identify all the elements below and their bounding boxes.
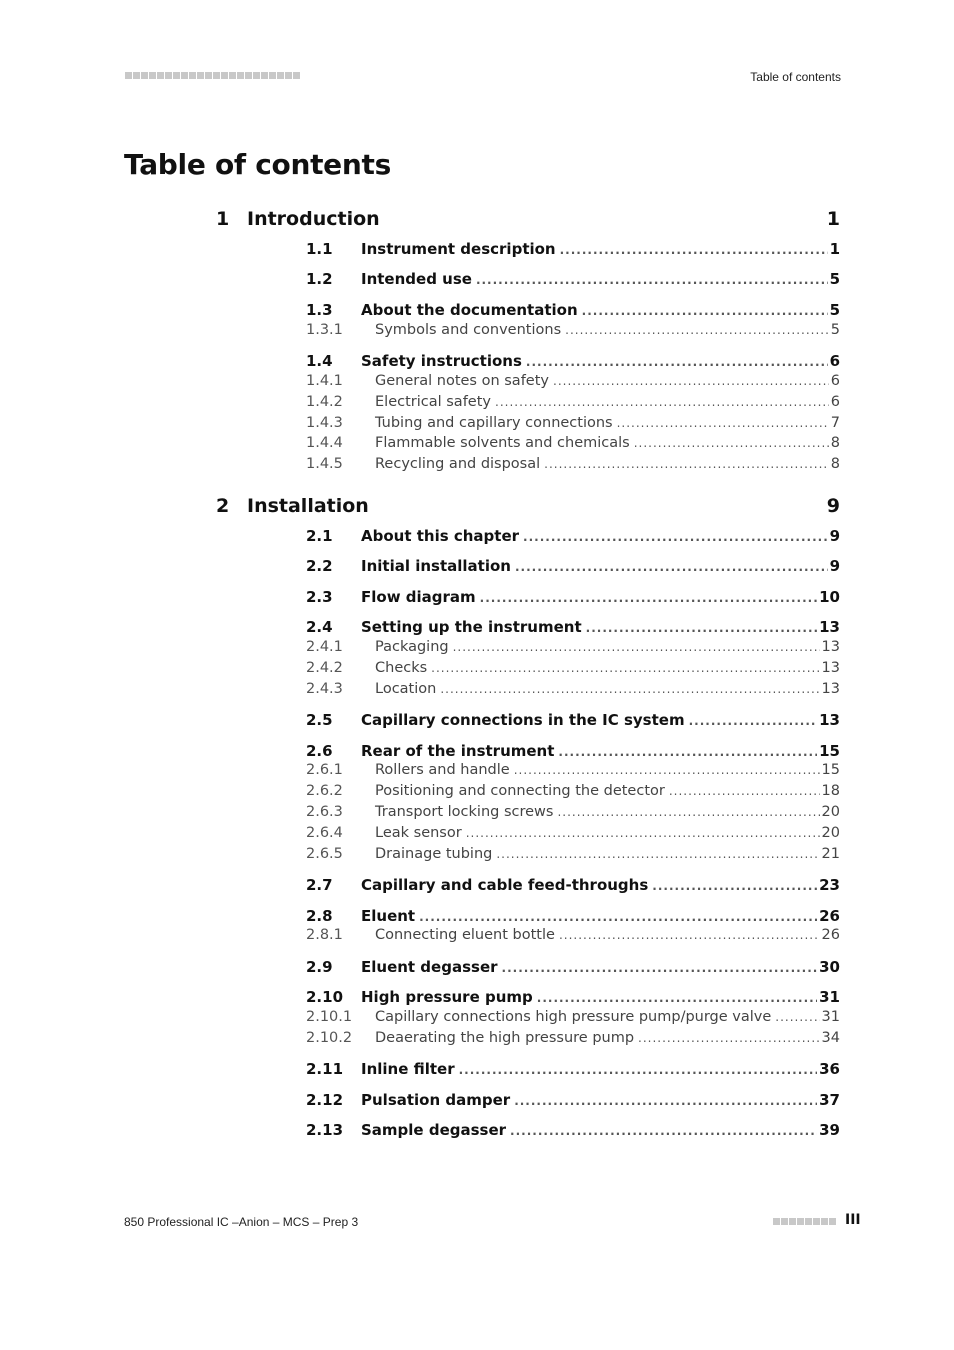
entry-number: 2.10.1	[306, 1009, 353, 1025]
entry-number: 2.4.2	[306, 660, 343, 676]
entry-number: 1.4.3	[306, 415, 343, 431]
decor-square	[189, 72, 196, 79]
toc-subsection[interactable]	[306, 804, 840, 824]
toc-section[interactable]	[306, 711, 840, 731]
toc-subsection[interactable]	[306, 373, 840, 393]
entry-page: 1	[829, 240, 840, 258]
entry-leader-line	[375, 783, 840, 799]
entry-page: 13	[821, 639, 840, 655]
entry-title: Rear of the instrument	[361, 742, 555, 760]
page-title: Table of contents	[124, 148, 391, 181]
entry-title: Flammable solvents and chemicals	[375, 435, 630, 451]
entry-number: 1.1	[306, 240, 333, 258]
dot-leader	[510, 1124, 817, 1138]
decor-square	[797, 1218, 804, 1225]
entry-number: 2.11	[306, 1060, 344, 1078]
entry-leader-line	[375, 373, 840, 389]
entry-title: Flow diagram	[361, 588, 476, 606]
entry-title: Deaerating the high pressure pump	[375, 1030, 635, 1046]
toc-subsection[interactable]	[306, 825, 840, 845]
dot-leader	[586, 621, 817, 635]
entry-number: 2.6.2	[306, 783, 343, 799]
entry-number: 2.7	[306, 876, 333, 894]
decor-square	[173, 72, 180, 79]
entry-leader-line	[361, 742, 840, 760]
entry-page: 5	[830, 322, 840, 338]
decor-square	[141, 72, 148, 79]
decor-square	[261, 72, 268, 79]
entry-title: Capillary connections high pressure pump/purge valve	[375, 1009, 772, 1025]
toc-subsection[interactable]	[306, 639, 840, 659]
entry-page: 26	[821, 927, 840, 943]
chapter-num: 1	[216, 208, 230, 230]
entry-title: Initial installation	[361, 557, 511, 575]
toc-subsection[interactable]	[306, 394, 840, 414]
dot-leader	[638, 1031, 820, 1045]
toc-section[interactable]	[306, 1060, 840, 1080]
entry-page: 13	[821, 681, 840, 697]
dot-leader	[495, 395, 829, 409]
toc-subsection[interactable]	[306, 846, 840, 866]
decor-square	[237, 72, 244, 79]
entry-leader-line	[361, 240, 840, 258]
entry-leader-line	[375, 762, 840, 778]
dot-leader	[419, 910, 817, 924]
entry-leader-line	[361, 588, 840, 606]
dot-leader	[565, 323, 829, 337]
toc-subsection[interactable]	[306, 660, 840, 680]
entry-title: Electrical safety	[375, 394, 491, 410]
decor-square	[149, 72, 156, 79]
chapter-page: 1	[826, 208, 840, 230]
decor-square	[165, 72, 172, 79]
entry-leader-line	[361, 618, 840, 636]
toc-subsection[interactable]	[306, 681, 840, 701]
entry-page: 5	[829, 270, 840, 288]
dot-leader	[652, 879, 817, 893]
dot-leader	[617, 416, 829, 430]
entry-leader-line	[361, 557, 840, 575]
entry-leader-line	[375, 322, 840, 338]
dot-leader	[515, 560, 828, 574]
entry-leader-line	[375, 927, 840, 943]
entry-page: 15	[819, 742, 840, 760]
entry-page: 23	[819, 876, 840, 894]
entry-page: 13	[819, 618, 840, 636]
entry-title: General notes on safety	[375, 373, 549, 389]
toc-section[interactable]	[306, 1121, 840, 1141]
entry-leader-line	[361, 1060, 840, 1078]
entry-title: Symbols and conventions	[375, 322, 562, 338]
entry-number: 2.9	[306, 958, 333, 976]
entry-page: 30	[819, 958, 840, 976]
entry-page: 21	[821, 846, 840, 862]
toc-section[interactable]	[306, 1091, 840, 1111]
decor-square	[277, 72, 284, 79]
entry-title: Connecting eluent bottle	[375, 927, 555, 943]
entry-title: About the documentation	[361, 301, 578, 319]
entry-leader-line	[361, 352, 840, 370]
entry-page: 31	[821, 1009, 840, 1025]
entry-leader-line	[375, 435, 840, 451]
entry-title: Drainage tubing	[375, 846, 493, 862]
toc-section[interactable]	[306, 240, 840, 260]
entry-title: Eluent degasser	[361, 958, 498, 976]
header-decoration	[125, 72, 300, 80]
entry-title: Location	[375, 681, 437, 697]
entry-leader-line	[361, 1121, 840, 1139]
entry-page: 36	[819, 1060, 840, 1078]
entry-title: Recycling and disposal	[375, 456, 541, 472]
decor-square	[285, 72, 292, 79]
entry-page: 34	[821, 1030, 840, 1046]
decor-square	[293, 72, 300, 79]
entry-page: 18	[821, 783, 840, 799]
footer-product: 850 Professional IC –Anion – MCS – Prep 3	[124, 1215, 359, 1229]
entry-number: 2.13	[306, 1121, 344, 1139]
entry-leader-line	[361, 907, 840, 925]
entry-title: Instrument description	[361, 240, 556, 258]
dot-leader	[453, 640, 820, 654]
entry-number: 2.12	[306, 1091, 344, 1109]
decor-square	[125, 72, 132, 79]
decor-square	[813, 1218, 820, 1225]
entry-page: 39	[819, 1121, 840, 1139]
chapter-num: 2	[216, 495, 230, 517]
entry-title: Capillary connections in the IC system	[361, 711, 685, 729]
entry-title: About this chapter	[361, 527, 520, 545]
entry-title: Tubing and capillary connections	[375, 415, 613, 431]
decor-square	[245, 72, 252, 79]
dot-leader	[431, 661, 819, 675]
dot-leader	[514, 1094, 817, 1108]
toc-subsection[interactable]	[306, 762, 840, 782]
entry-page: 8	[830, 456, 840, 472]
entry-number: 2.5	[306, 711, 333, 729]
entry-title: Leak sensor	[375, 825, 462, 841]
decor-square	[181, 72, 188, 79]
decor-square	[221, 72, 228, 79]
entry-leader-line	[361, 876, 840, 894]
entry-title: Positioning and connecting the detector	[375, 783, 665, 799]
entry-number: 1.2	[306, 270, 333, 288]
entry-page: 9	[829, 527, 840, 545]
entry-title: Intended use	[361, 270, 472, 288]
dot-leader	[440, 682, 819, 696]
entry-page: 6	[830, 394, 840, 410]
entry-leader-line	[361, 988, 840, 1006]
entry-leader-line	[361, 711, 840, 729]
entry-number: 1.3.1	[306, 322, 343, 338]
decor-square	[781, 1218, 788, 1225]
entry-number: 2.4.1	[306, 639, 343, 655]
entry-title: Transport locking screws	[375, 804, 554, 820]
decor-square	[829, 1218, 836, 1225]
decor-square	[205, 72, 212, 79]
running-header-title: Table of contents	[750, 70, 841, 84]
entry-leader-line	[375, 1030, 840, 1046]
toc-subsection[interactable]	[306, 415, 840, 435]
entry-leader-line	[375, 660, 840, 676]
decor-square	[821, 1218, 828, 1225]
footer-decoration	[773, 1218, 836, 1225]
decor-square	[157, 72, 164, 79]
dot-leader	[634, 436, 829, 450]
dot-leader	[523, 530, 828, 544]
entry-title: Sample degasser	[361, 1121, 507, 1139]
entry-number: 1.4	[306, 352, 333, 370]
dot-leader	[669, 784, 820, 798]
chapter-title: Installation	[247, 495, 369, 517]
entry-number: 2.6.5	[306, 846, 343, 862]
chapter-title: Introduction	[247, 208, 380, 230]
decor-square	[773, 1218, 780, 1225]
dot-leader	[560, 243, 828, 257]
toc-subsection[interactable]	[306, 322, 840, 342]
dot-leader	[553, 374, 829, 388]
entry-title: Inline filter	[361, 1060, 455, 1078]
dot-leader	[557, 805, 819, 819]
entry-page: 8	[830, 435, 840, 451]
entry-page: 13	[819, 711, 840, 729]
footer-page-number: III	[845, 1212, 861, 1228]
entry-number: 2.3	[306, 588, 333, 606]
entry-page: 20	[821, 825, 840, 841]
toc-subsection[interactable]	[306, 783, 840, 803]
entry-page: 13	[821, 660, 840, 676]
entry-leader-line	[375, 846, 840, 862]
entry-page: 10	[819, 588, 840, 606]
toc-section[interactable]	[306, 907, 840, 927]
dot-leader	[476, 273, 828, 287]
entry-number: 1.4.5	[306, 456, 343, 472]
entry-leader-line	[361, 270, 840, 288]
chapter-page: 9	[826, 495, 840, 517]
entry-number: 2.4	[306, 618, 333, 636]
entry-number: 2.6	[306, 742, 333, 760]
dot-leader	[502, 961, 818, 975]
dot-leader	[480, 591, 817, 605]
entry-page: 6	[829, 352, 840, 370]
dot-leader	[466, 826, 820, 840]
entry-number: 2.6.3	[306, 804, 343, 820]
decor-square	[269, 72, 276, 79]
toc-section[interactable]	[306, 527, 840, 547]
entry-title: Safety instructions	[361, 352, 522, 370]
entry-number: 2.2	[306, 557, 333, 575]
toc-chapter[interactable]	[216, 495, 840, 521]
toc-section[interactable]	[306, 588, 840, 608]
entry-leader-line	[375, 681, 840, 697]
dot-leader	[514, 763, 820, 777]
toc-section[interactable]	[306, 876, 840, 896]
entry-title: High pressure pump	[361, 988, 533, 1006]
entry-title: Pulsation damper	[361, 1091, 511, 1109]
entry-page: 9	[829, 557, 840, 575]
toc-subsection[interactable]	[306, 456, 840, 476]
entry-title: Capillary and cable feed-throughs	[361, 876, 649, 894]
decor-square	[253, 72, 260, 79]
entry-leader-line	[375, 804, 840, 820]
toc-section[interactable]	[306, 301, 840, 321]
entry-leader-line	[361, 301, 840, 319]
dot-leader	[544, 457, 829, 471]
toc-subsection[interactable]	[306, 435, 840, 455]
entry-leader-line	[375, 456, 840, 472]
toc-chapter[interactable]	[216, 208, 840, 234]
entry-leader-line	[361, 958, 840, 976]
entry-page: 15	[821, 762, 840, 778]
entry-leader-line	[375, 639, 840, 655]
decor-square	[805, 1218, 812, 1225]
decor-square	[213, 72, 220, 79]
entry-number: 1.4.1	[306, 373, 343, 389]
entry-number: 2.1	[306, 527, 333, 545]
dot-leader	[526, 355, 828, 369]
entry-number: 2.10	[306, 988, 344, 1006]
entry-title: Eluent	[361, 907, 416, 925]
entry-title: Checks	[375, 660, 428, 676]
entry-page: 37	[819, 1091, 840, 1109]
toc-section[interactable]	[306, 557, 840, 577]
toc-section[interactable]	[306, 618, 840, 638]
entry-title: Setting up the instrument	[361, 618, 582, 636]
entry-page: 6	[830, 373, 840, 389]
toc-subsection[interactable]	[306, 1030, 840, 1050]
dot-leader	[459, 1063, 818, 1077]
dot-leader	[582, 304, 828, 318]
entry-number: 2.8	[306, 907, 333, 925]
toc-subsection[interactable]	[306, 927, 840, 947]
decor-square	[197, 72, 204, 79]
entry-title: Rollers and handle	[375, 762, 510, 778]
toc-subsection[interactable]	[306, 1009, 840, 1029]
toc-section[interactable]	[306, 742, 840, 762]
entry-page: 31	[819, 988, 840, 1006]
entry-leader-line	[375, 1009, 840, 1025]
entry-leader-line	[375, 394, 840, 410]
entry-number: 1.3	[306, 301, 333, 319]
toc-section[interactable]	[306, 988, 840, 1008]
entry-leader-line	[361, 527, 840, 545]
entry-leader-line	[361, 1091, 840, 1109]
entry-page: 20	[821, 804, 840, 820]
dot-leader	[689, 714, 818, 728]
entry-number: 2.6.4	[306, 825, 343, 841]
entry-number: 2.10.2	[306, 1030, 353, 1046]
entry-leader-line	[375, 825, 840, 841]
entry-number: 1.4.2	[306, 394, 343, 410]
dot-leader	[558, 745, 817, 759]
toc-section[interactable]	[306, 958, 840, 978]
dot-leader	[775, 1010, 819, 1024]
entry-page: 26	[819, 907, 840, 925]
decor-square	[133, 72, 140, 79]
toc-section[interactable]	[306, 352, 840, 372]
entry-number: 2.4.3	[306, 681, 343, 697]
entry-number: 2.6.1	[306, 762, 343, 778]
decor-square	[229, 72, 236, 79]
dot-leader	[496, 847, 819, 861]
entry-number: 2.8.1	[306, 927, 343, 943]
dot-leader	[537, 991, 817, 1005]
entry-number: 1.4.4	[306, 435, 343, 451]
entry-page: 5	[829, 301, 840, 319]
dot-leader	[559, 928, 820, 942]
entry-leader-line	[375, 415, 840, 431]
decor-square	[789, 1218, 796, 1225]
toc-section[interactable]	[306, 270, 840, 290]
entry-page: 7	[830, 415, 840, 431]
entry-title: Packaging	[375, 639, 449, 655]
